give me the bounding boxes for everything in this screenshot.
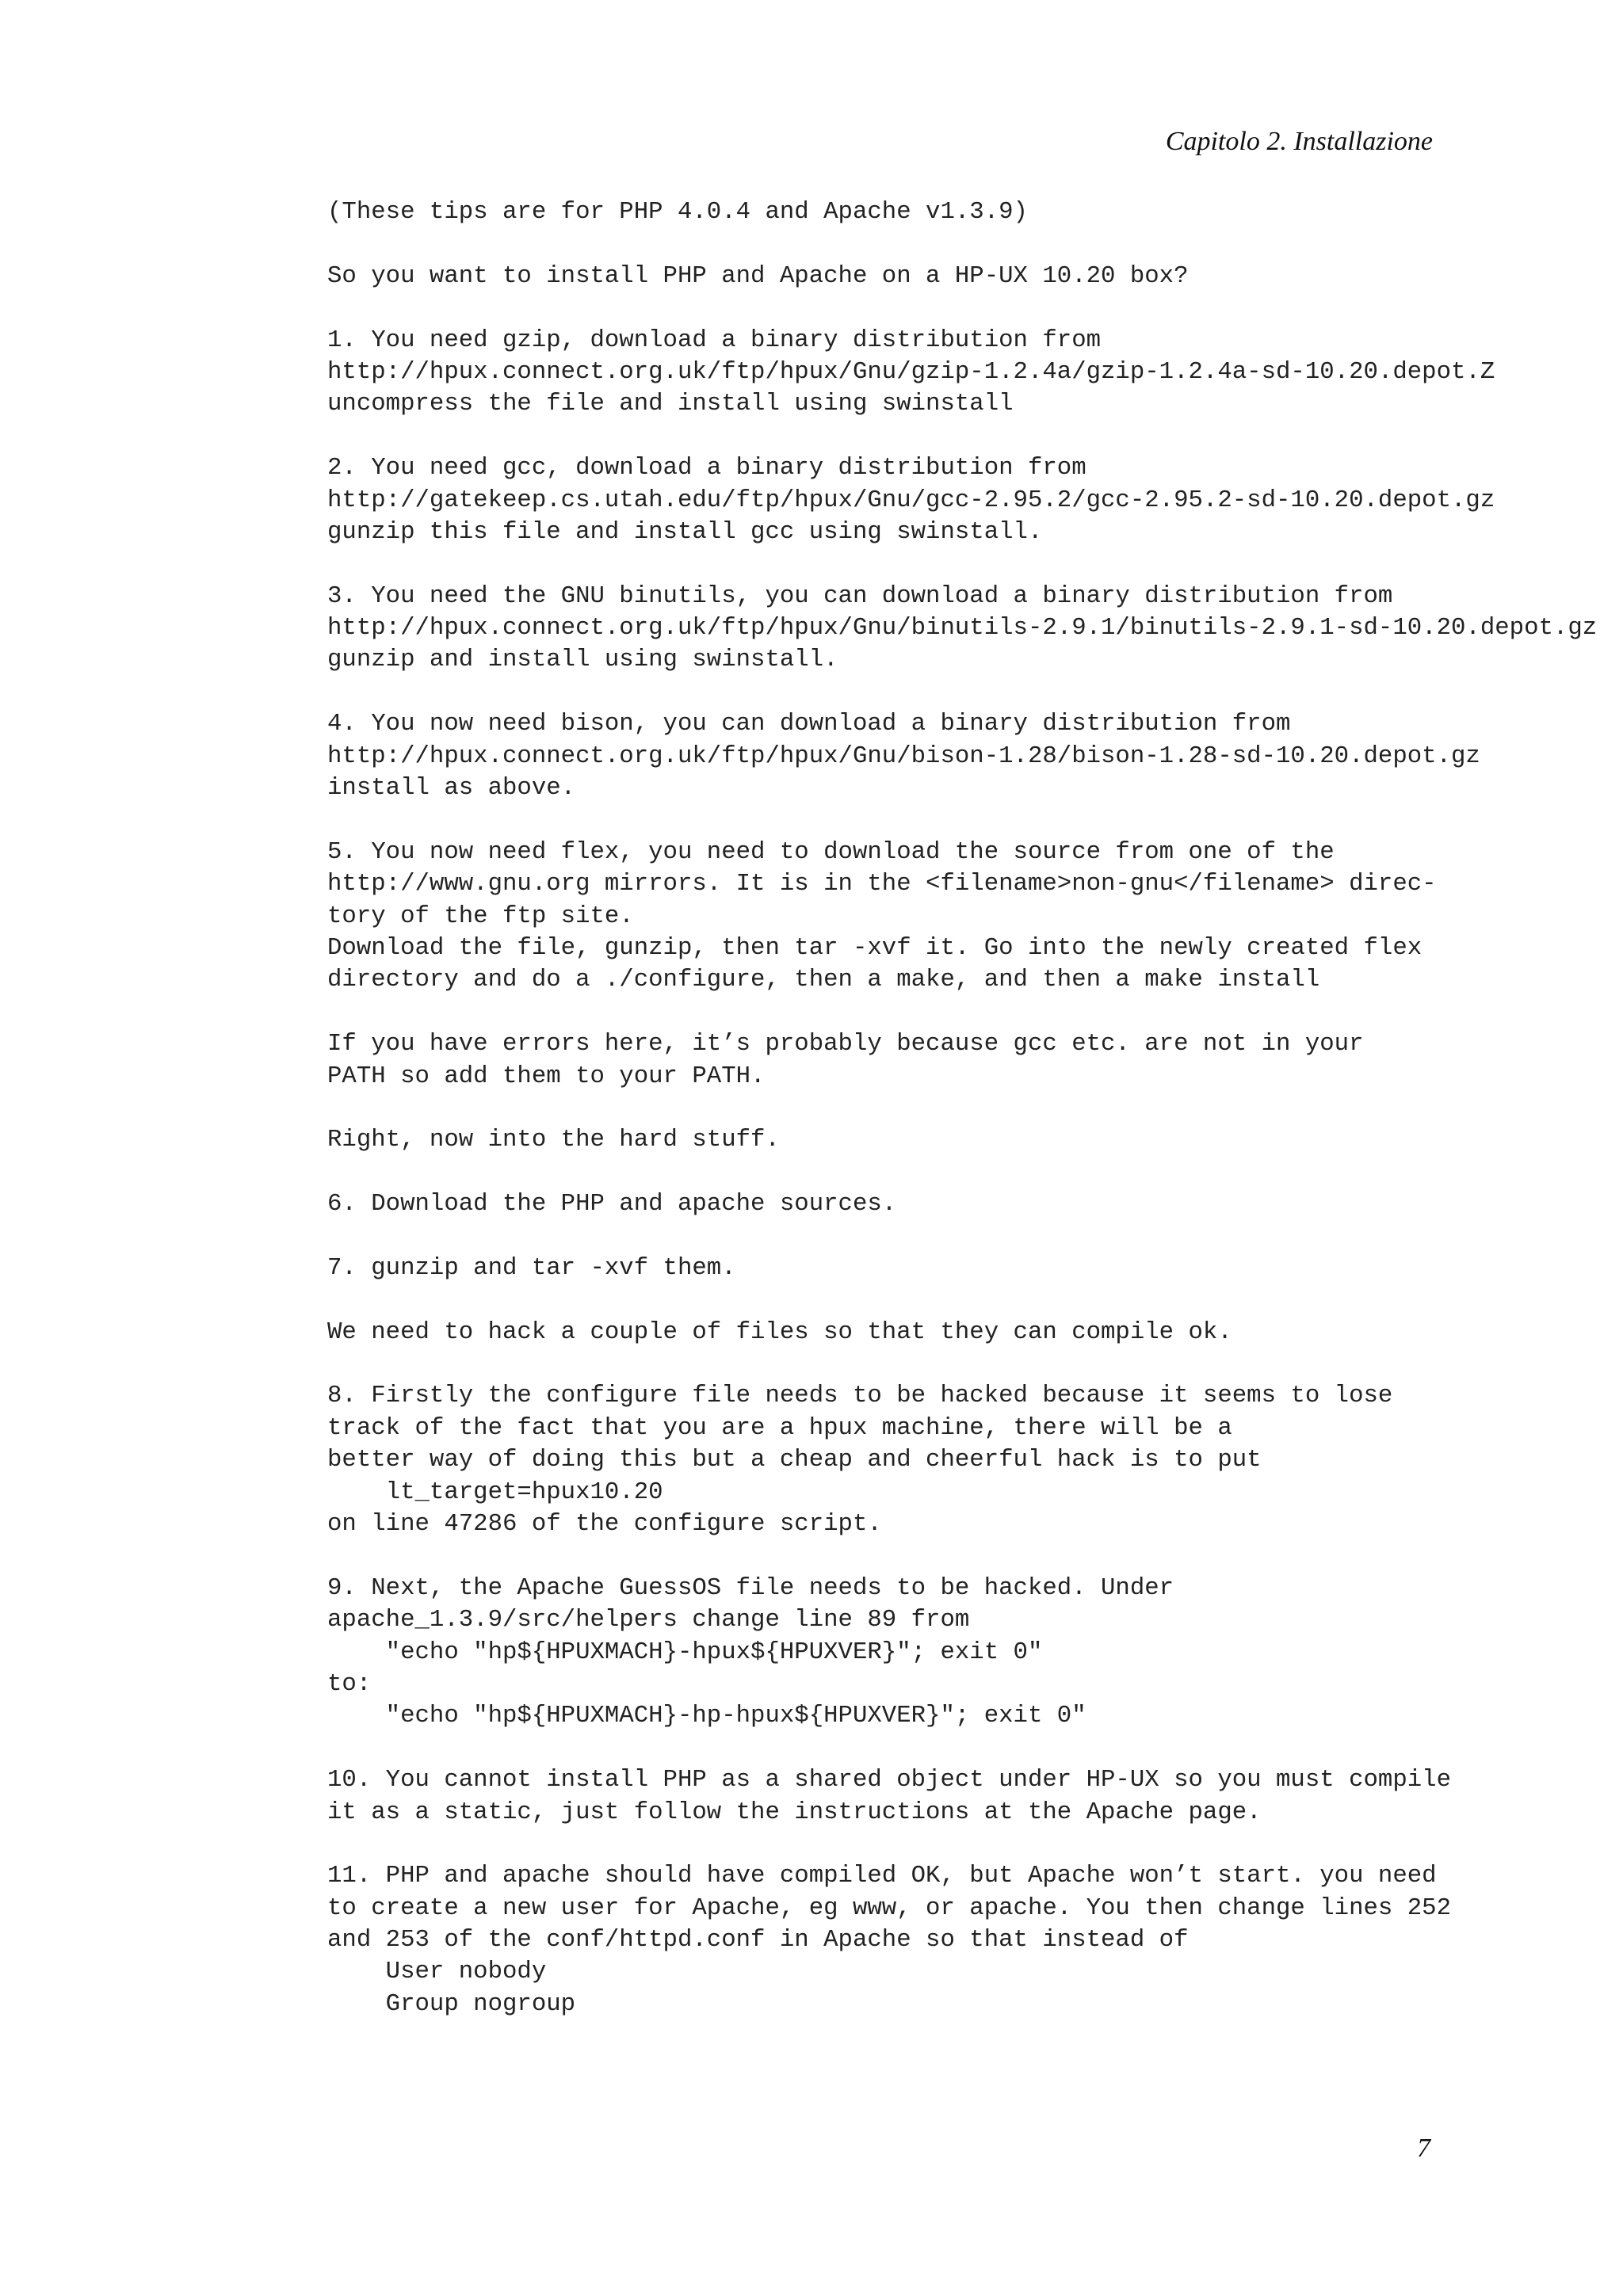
text-line: (These tips are for PHP 4.0.4 and Apache v1.3.9): [327, 198, 1028, 226]
text-line: 6. Download the PHP and apache sources.: [327, 1190, 897, 1219]
page-number: 7: [1417, 2134, 1430, 2163]
text-line: 2. You need gcc, download a binary distribution from: [327, 454, 1086, 482]
text-line: and 253 of the conf/httpd.conf in Apache so that instead of: [327, 1926, 1189, 1955]
text-line: to create a new user for Apache, eg www, or apache. You then change lines 252: [327, 1894, 1451, 1922]
text-line: [327, 1284, 1597, 1316]
text-line: http://hpux.connect.org.uk/ftp/hpux/Gnu/gzip-1.2.4a/gzip-1.2.4a-sd-10.20.depot.Z: [327, 357, 1495, 386]
text-line: 3. You need the GNU binutils, you can download a binary distribution from: [327, 582, 1393, 610]
text-line: [327, 1540, 1597, 1572]
text-line: lt_target=hpux10.20: [327, 1478, 663, 1506]
text-line: [327, 421, 1597, 452]
text-line: [327, 228, 1597, 260]
text-line: 8. Firstly the configure file needs to be hacked because it seems to lose: [327, 1382, 1393, 1410]
text-line: 4. You now need bison, you can download a binary distribution from: [327, 710, 1291, 738]
text-line: [327, 1733, 1597, 1764]
text-line: We need to hack a couple of files so that they can compile ok.: [327, 1318, 1232, 1346]
text-line: "echo "hp${HPUXMACH}-hpux${HPUXVER}"; exit 0": [327, 1638, 1043, 1666]
text-line: Right, now into the hard stuff.: [327, 1126, 780, 1154]
text-line: PATH so add them to your PATH.: [327, 1062, 766, 1090]
text-line: gunzip and install using swinstall.: [327, 646, 838, 674]
text-line: it as a static, just follow the instructions at the Apache page.: [327, 1798, 1262, 1826]
text-line: 9. Next, the Apache GuessOS file needs to be hacked. Under: [327, 1573, 1174, 1602]
text-line: [327, 997, 1597, 1028]
text-line: If you have errors here, it’s probably because gcc etc. are not in your: [327, 1030, 1364, 1058]
text-line: Download the file, gunzip, then tar -xvf it. Go into the newly created flex: [327, 933, 1423, 962]
text-line: apache_1.3.9/src/helpers change line 89 from: [327, 1606, 970, 1634]
text-line: tory of the ftp site.: [327, 902, 634, 930]
text-line: better way of doing this but a cheap and cheerful hack is to put: [327, 1446, 1262, 1474]
text-line: directory and do a ./configure, then a make, and then a make install: [327, 966, 1320, 994]
text-line: http://hpux.connect.org.uk/ftp/hpux/Gnu/bison-1.28/bison-1.28-sd-10.20.depot.gz: [327, 742, 1480, 770]
text-line: [327, 1093, 1597, 1124]
text-line: http://hpux.connect.org.uk/ftp/hpux/Gnu/binutils-2.9.1/binutils-2.9.1-sd-10.20.depot.gz: [327, 614, 1598, 643]
text-line: http://www.gnu.org mirrors. It is in the <filename>non-gnu</filename> direc-: [327, 870, 1437, 898]
text-line: track of the fact that you are a hpux machine, there will be a: [327, 1413, 1232, 1442]
text-line: 10. You cannot install PHP as a shared object under HP-UX so you must compile: [327, 1766, 1451, 1794]
text-line: 5. You now need flex, you need to download the source from one of the: [327, 837, 1335, 866]
text-line: uncompress the file and install using swinstall: [327, 390, 1014, 418]
text-line: 1. You need gzip, download a binary distribution from: [327, 326, 1102, 354]
text-line: 7. gunzip and tar -xvf them.: [327, 1253, 736, 1282]
text-line: 11. PHP and apache should have compiled OK, but Apache won’t start. you need: [327, 1862, 1437, 1890]
document-body: [327, 196, 1597, 2020]
chapter-header: Capitolo 2. Installazione: [1165, 127, 1433, 156]
text-line: User nobody: [327, 1958, 547, 1986]
text-line: install as above.: [327, 774, 576, 803]
text-line: [327, 1348, 1597, 1380]
text-line: [327, 548, 1597, 580]
text-line: [327, 677, 1597, 708]
text-line: [327, 1221, 1597, 1253]
text-line: So you want to install PHP and Apache on a HP-UX 10.20 box?: [327, 261, 1189, 290]
text-line: [327, 804, 1597, 836]
text-line: Group nogroup: [327, 1989, 576, 2018]
text-line: [327, 1157, 1597, 1188]
text-line: [327, 292, 1597, 324]
text-line: on line 47286 of the configure script.: [327, 1510, 882, 1539]
text-line: http://gatekeep.cs.utah.edu/ftp/hpux/Gnu/gcc-2.95.2/gcc-2.95.2-sd-10.20.depot.gz: [327, 486, 1495, 514]
text-line: gunzip this file and install gcc using swinstall.: [327, 517, 1043, 546]
text-line: to:: [327, 1669, 372, 1698]
text-line: [327, 1829, 1597, 1860]
text-line: "echo "hp${HPUXMACH}-hp-hpux${HPUXVER}"; exit 0": [327, 1702, 1086, 1730]
